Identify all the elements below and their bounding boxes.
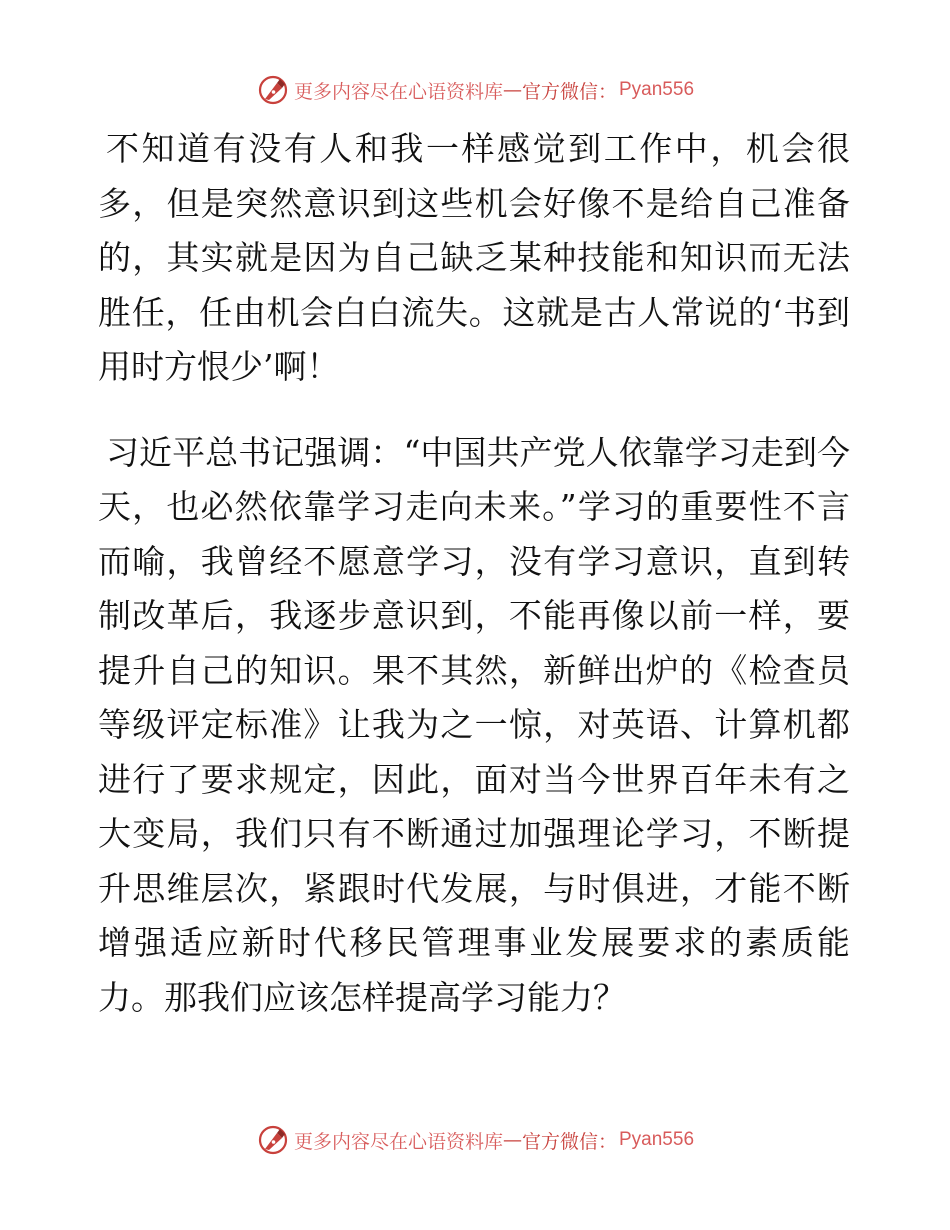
banner-separator: — [502, 79, 522, 101]
pen-nib-logo-icon [256, 1123, 290, 1157]
banner-wechat-label: 官方微信： [521, 1130, 617, 1153]
pen-nib-logo-icon [256, 73, 290, 107]
banner-separator: — [502, 1129, 522, 1151]
document-body [98, 122, 850, 1025]
paragraph: 不知道有没有人和我一样感觉到工作中，机会很多，但是突然意识到这些机会好像不是给自己准备的，其实就是因为自己缺乏某种技能和知识而无法胜任，任由机会白白流失。这就是古人常说的‘书到用时方恨少’啊！ [98, 129, 850, 386]
banner-main-text: 更多内容尽在心语资料库 [293, 1130, 503, 1153]
banner-wechat-id: Pyan556 [619, 79, 695, 100]
banner-wechat-id: Pyan556 [619, 1129, 695, 1150]
footer-watermark-banner [0, 1120, 950, 1160]
banner-wechat-label: 官方微信： [521, 80, 617, 103]
paragraph: 习近平总书记强调：“中国共产党人依靠学习走到今天，也必然依靠学习走向未来。”学习的重要性不言而喻，我曾经不愿意学习，没有学习意识，直到转制改革后，我逐步意识到，不能再像以前一样，要提升自己的知识。果不其然，新鲜出炉的《检查员等级评定标准》让我为之一惊，对英语、计算机都进行了要求规定，因此，面对当今世界百年未有之大变局，我们只有不断通过加强理论学习，不断提升思维层次，紧跟时代发展，与时俱进，才能不断增强适应新时代移民管理事业发展要求的素质能力。那我们应该怎样提高学习能力？ [98, 432, 850, 1017]
banner-main-text: 更多内容尽在心语资料库 [293, 80, 503, 103]
header-watermark-banner [0, 70, 950, 110]
